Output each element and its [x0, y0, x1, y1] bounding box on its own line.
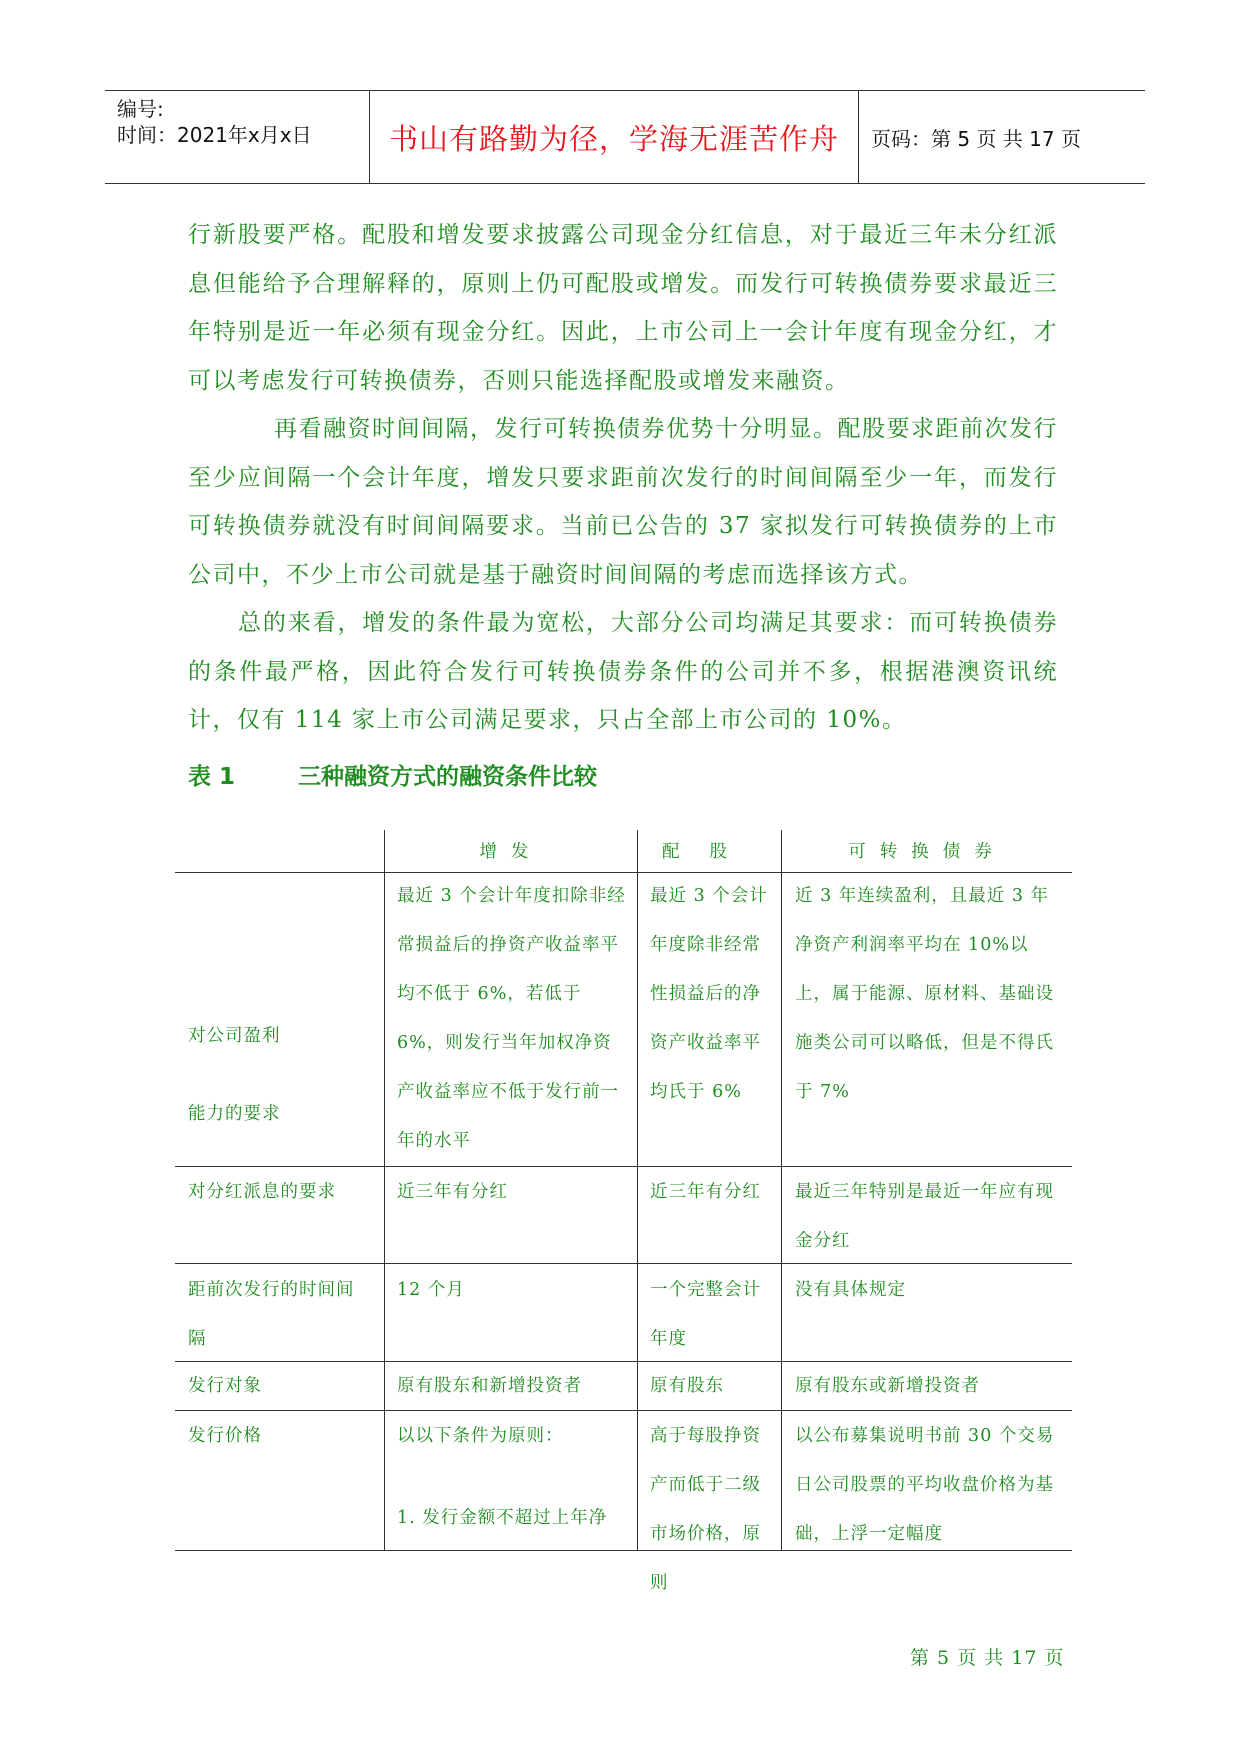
- table-cell: 最近 3 个会计年度扣除非经常损益后的挣资产收益率平均不低于 6%，若低于 6%，则发行当年加权净资产收益率应不低于发行前一年的水平: [397, 886, 626, 1151]
- table-header-peigu: 配股: [662, 842, 757, 862]
- header-motto: 书山有路勤为径，学海无涯苦作舟: [388, 122, 839, 156]
- table-row-label: 距前次发行的时间间隔: [188, 1280, 355, 1349]
- table-cell: 近三年有分红: [397, 1182, 508, 1202]
- document-time-label: 时间：2021年x月x日: [117, 123, 312, 147]
- table-cell: 近三年有分红: [650, 1182, 761, 1202]
- header-page-label: 页码：第 5 页 共 17 页: [871, 127, 1081, 151]
- table-caption-title: 三种融资方式的融资条件比较: [298, 764, 597, 790]
- table-cell: 原有股东或新增投资者: [795, 1376, 980, 1396]
- table-rule: [781, 830, 782, 1550]
- table-cell: 高于每股挣资产而低于二级市场价格，原则: [650, 1426, 761, 1593]
- table-cell: 一个完整会计年度: [650, 1280, 761, 1349]
- table-rule: [637, 830, 638, 1550]
- table-cell: 最近 3 个会计年度除非经常性损益后的净资产收益率平均氏于 6%: [650, 886, 768, 1102]
- paragraph-2: 再看融资时间间隔，发行可转换债券优势十分明显。配股要求距前次发行至少应间隔一个会计年度，增发只要求距前次发行的时间间隔至少一年，而发行可转换债券就没有时间间隔要求。当前已公告的 37 家拟发行可转换债券的上市公司中，不少上市公司就是基于融资时间间隔的考虑而选择该方式。: [188, 416, 1058, 588]
- table-cell: 1. 发行金额不超过上年净: [397, 1508, 608, 1528]
- table-header-zengfa: 增发: [479, 842, 543, 862]
- page-header: [105, 90, 1145, 184]
- table-row-label: 能力的要求: [188, 1104, 281, 1124]
- table-row-label: 发行对象: [188, 1376, 262, 1396]
- page-footer: 第 5 页 共 17 页: [910, 1647, 1065, 1669]
- table-rule: [175, 1166, 1072, 1167]
- table-cell: 原有股东和新增投资者: [397, 1376, 582, 1396]
- table-caption: [188, 758, 597, 791]
- table-rule: [384, 830, 385, 1550]
- paragraph-1: 行新股要严格。配股和增发要求披露公司现金分红信息，对于最近三年未分红派息但能给予合理解释的，原则上仍可配股或增发。而发行可转换债券要求最近三年特别是近一年必须有现金分红。因此，上市公司上一会计年度有现金分红，才可以考虑发行可转换债券，否则只能选择配股或增发来融资。: [188, 222, 1058, 394]
- table-caption-number: 表 1: [188, 764, 236, 790]
- table-cell: 以公布募集说明书前 30 个交易日公司股票的平均收盘价格为基础，上浮一定幅度: [795, 1426, 1055, 1544]
- table-cell: 最近三年特别是最近一年应有现金分红: [795, 1182, 1054, 1251]
- header-motto-cell: [370, 91, 859, 183]
- header-info-cell: [105, 91, 370, 183]
- document-number-label: 编号:: [117, 97, 164, 121]
- table-cell: 以以下条件为原则：: [397, 1426, 564, 1446]
- table-row-label: 发行价格: [188, 1426, 262, 1446]
- paragraph-3: 总的来看，增发的条件最为宽松，大部分公司均满足其要求：而可转换债券的条件最严格，因此符合发行可转换债券条件的公司并不多，根据港澳资讯统计，仅有 114 家上市公司满足要求，只占全部上市公司的 10%。: [188, 610, 1058, 733]
- table-row-label: 对公司盈利: [188, 1026, 281, 1046]
- table-cell: 12 个月: [397, 1280, 465, 1300]
- table-cell: 没有具体规定: [795, 1280, 906, 1300]
- table-cell: 近 3 年连续盈利，且最近 3 年净资产利润率平均在 10%以上，属于能源、原材料、基础设施类公司可以略低，但是不得氏于 7%: [795, 886, 1054, 1102]
- table-header-convertible: 可转换债券: [848, 842, 1006, 862]
- table-cell: 原有股东: [650, 1376, 724, 1396]
- header-page-cell: [859, 91, 1145, 183]
- table-row-label: 对分红派息的要求: [188, 1182, 336, 1202]
